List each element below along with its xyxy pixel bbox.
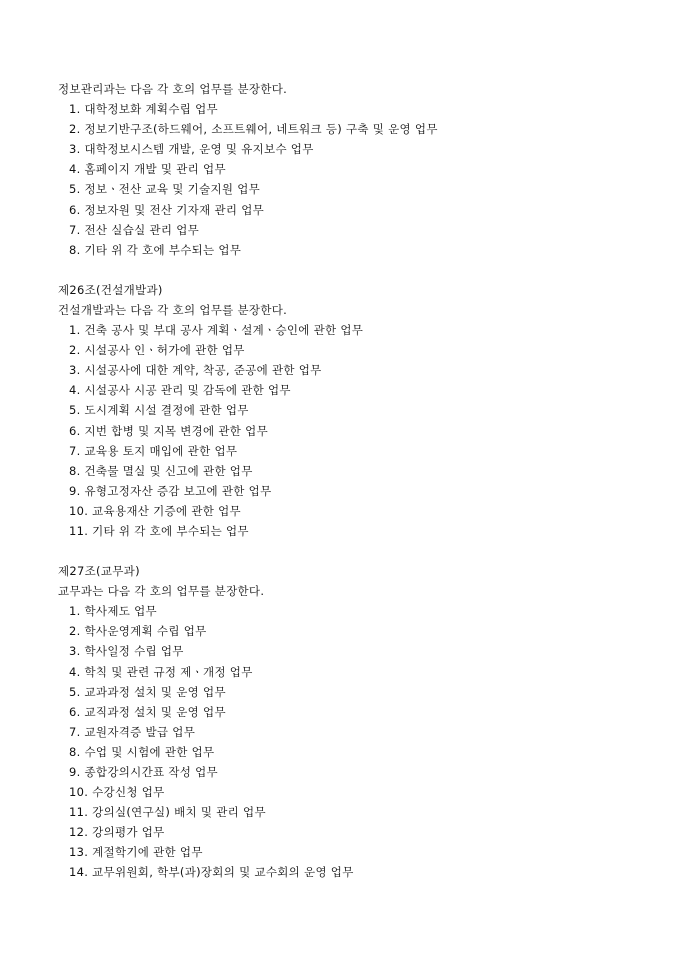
list-item: 10. 교육용재산 기증에 관한 업무 xyxy=(69,503,241,518)
list-item: 11. 기타 위 각 호에 부수되는 업무 xyxy=(69,523,249,538)
list-item: 9. 유형고정자산 증감 보고에 관한 업무 xyxy=(69,483,272,498)
section-intro: 건설개발과는 다음 각 호의 업무를 분장한다. xyxy=(58,302,288,317)
section-intro: 정보관리과는 다음 각 호의 업무를 분장한다. xyxy=(58,82,288,96)
list-item: 10. 수강신청 업무 xyxy=(69,785,165,800)
list-item: 8. 수업 및 시험에 관한 업무 xyxy=(69,744,215,759)
list-item: 8. 기타 위 각 호에 부수되는 업무 xyxy=(69,242,242,257)
list-item: 7. 전산 실습실 관리 업무 xyxy=(69,222,200,237)
list-item: 1. 건축 공사 및 부대 공사 계획ㆍ설계ㆍ승인에 관한 업무 xyxy=(69,323,364,338)
list-item: 6. 지번 합병 및 지목 변경에 관한 업무 xyxy=(69,423,268,438)
list-item: 4. 시설공사 시공 관리 및 감독에 관한 업무 xyxy=(69,383,291,398)
list-item: 3. 대학정보시스템 개발, 운영 및 유지보수 업무 xyxy=(69,142,314,157)
list-item: 9. 종합강의시간표 작성 업무 xyxy=(69,765,218,779)
list-item: 6. 정보자원 및 전산 기자재 관리 업무 xyxy=(69,202,265,217)
list-item: 1. 학사제도 업무 xyxy=(69,604,157,619)
list-item: 3. 시설공사에 대한 계약, 착공, 준공에 관한 업무 xyxy=(69,363,322,378)
list-item: 7. 교육용 토지 매입에 관한 업무 xyxy=(69,443,238,458)
list-item: 1. 대학정보화 계획수립 업무 xyxy=(69,102,218,117)
list-item: 8. 건축물 멸실 및 신고에 관한 업무 xyxy=(69,463,253,478)
article-heading: 제27조(교무과) xyxy=(58,564,140,579)
list-item: 4. 홈페이지 개발 및 관리 업무 xyxy=(69,162,226,177)
list-item: 4. 학칙 및 관련 규정 제ㆍ개정 업무 xyxy=(69,664,253,679)
list-item: 6. 교직과정 설치 및 운영 업무 xyxy=(69,704,226,719)
list-item: 2. 학사운영계획 수립 업무 xyxy=(69,624,207,639)
list-item: 7. 교원자격증 발급 업무 xyxy=(69,724,196,739)
duty-list xyxy=(58,320,680,541)
list-item: 5. 교과과정 설치 및 운영 업무 xyxy=(69,684,226,699)
duty-list xyxy=(58,99,680,260)
list-item: 14. 교무위원회, 학부(과)장회의 및 교수회의 운영 업무 xyxy=(69,865,354,880)
list-item: 12. 강의평가 업무 xyxy=(69,825,165,840)
section-article-26 xyxy=(58,280,680,541)
list-item: 2. 정보기반구조(하드웨어, 소프트웨어, 네트워크 등) 구축 및 운영 업무 xyxy=(69,122,438,137)
duty-list xyxy=(58,601,680,882)
list-item: 13. 계절학기에 관한 업무 xyxy=(69,845,203,860)
section-article-27 xyxy=(58,561,680,883)
list-item: 2. 시설공사 인ㆍ허가에 관한 업무 xyxy=(69,343,245,358)
list-item: 3. 학사일정 수립 업무 xyxy=(69,644,184,659)
list-item: 11. 강의실(연구실) 배치 및 관리 업무 xyxy=(69,805,266,820)
section-information-management xyxy=(58,79,680,260)
section-intro: 교무과는 다음 각 호의 업무를 분장한다. xyxy=(58,584,265,599)
article-heading: 제26조(건설개발과) xyxy=(58,282,163,297)
list-item: 5. 정보ㆍ전산 교육 및 기술지원 업무 xyxy=(69,182,261,197)
list-item: 5. 도시계획 시설 결정에 관한 업무 xyxy=(69,403,249,418)
